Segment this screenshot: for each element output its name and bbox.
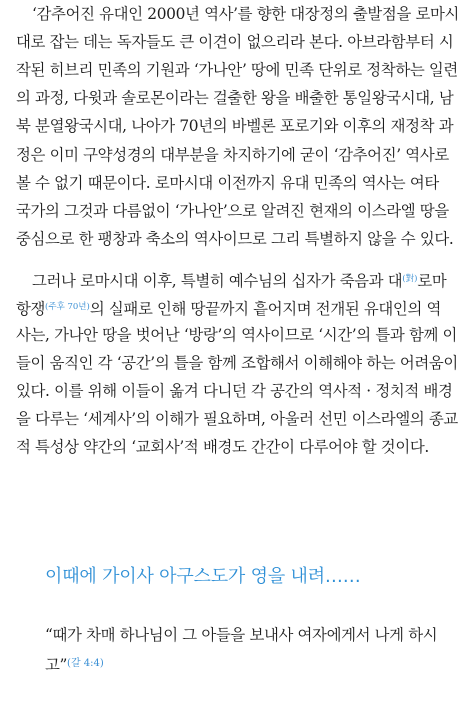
paragraph-1-line-4: 의 과정, 다윗과 솔로몬이라는 걸출한 왕을 배출한 통일왕국시대, 남 bbox=[16, 89, 454, 107]
quote-line-1: “때가 차매 하나님이 그 아들을 보내사 여자에게서 나게 하시 bbox=[45, 626, 438, 644]
quote-line-2 bbox=[45, 654, 104, 675]
scripture-reference: (갈 4:4) bbox=[67, 658, 104, 669]
date-annotation: (주후 70년) bbox=[45, 302, 90, 312]
paragraph-2-line-2 bbox=[16, 297, 441, 319]
paragraph-2-line-1-text-a: 그러나 로마시대 이후, 특별히 예수님의 십자가 죽음과 대 bbox=[32, 272, 403, 290]
paragraph-1-line-9: 중심으로 한 팽창과 축소의 역사이므로 그리 특별하지 않을 수 있다. bbox=[16, 230, 454, 248]
paragraph-1-line-1: ‘감추어진 유대인 2000년 역사’를 향한 대장정의 출발점을 로마시 bbox=[32, 5, 460, 23]
section-heading: 이때에 가이사 아구스도가 영을 내려…… bbox=[45, 566, 361, 587]
paragraph-2-line-7: 적 특성상 약간의 ‘교회사’적 배경도 간간이 다루어야 할 것이다. bbox=[16, 438, 429, 456]
paragraph-2-line-3: 사는, 가나안 땅을 벗어난 ‘방랑’의 역사이므로 ‘시간’의 틀과 함께 이 bbox=[16, 326, 458, 344]
paragraph-2-line-2-text-b: 의 실패로 인해 땅끝까지 흩어지며 전개된 유대인의 역 bbox=[89, 300, 442, 318]
paragraph-1-line-8: 국가의 그것과 다름없이 ‘가나안’으로 알려진 현재의 이스라엘 땅을 bbox=[16, 202, 449, 220]
quote-text: 고” bbox=[45, 656, 68, 674]
paragraph-1-line-3: 작된 히브리 민족의 기원과 ‘가나안’ 땅에 민족 단위로 정착하는 일련 bbox=[16, 61, 458, 79]
paragraph-2-line-1-text-b: 로마 bbox=[417, 272, 447, 290]
paragraph-1-line-7: 볼 수 없기 때문이다. 로마시대 이전까지 유대 민족의 역사는 여타 bbox=[16, 174, 439, 192]
paragraph-2-line-4: 들이 움직인 각 ‘공간’의 틀을 함께 조합해서 이해해야 하는 어려움이 bbox=[16, 354, 458, 372]
paragraph-1-line-6: 정은 이미 구약성경의 대부분을 차지하기에 굳이 ‘감추어진’ 역사로 bbox=[16, 146, 449, 164]
paragraph-2-line-6: 을 다루는 ‘세계사’의 이해가 필요하며, 아울러 선민 이스라엘의 종교 bbox=[16, 410, 458, 428]
paragraph-2-line-2-text-a: 항쟁 bbox=[16, 300, 46, 318]
hanja-annotation: (對) bbox=[402, 274, 418, 284]
paragraph-1-line-2: 대로 잡는 데는 독자들도 큰 이견이 없으리라 본다. 아브라함부터 시 bbox=[16, 33, 454, 51]
paragraph-1-line-5: 북 분열왕국시대, 나아가 70년의 바벨론 포로기와 이후의 재정착 과 bbox=[16, 117, 454, 135]
paragraph-2-line-1 bbox=[32, 269, 446, 291]
paragraph-2-line-5: 있다. 이를 위해 이들이 옮겨 다니던 각 공간의 역사적 · 정치적 배경 bbox=[16, 382, 453, 400]
